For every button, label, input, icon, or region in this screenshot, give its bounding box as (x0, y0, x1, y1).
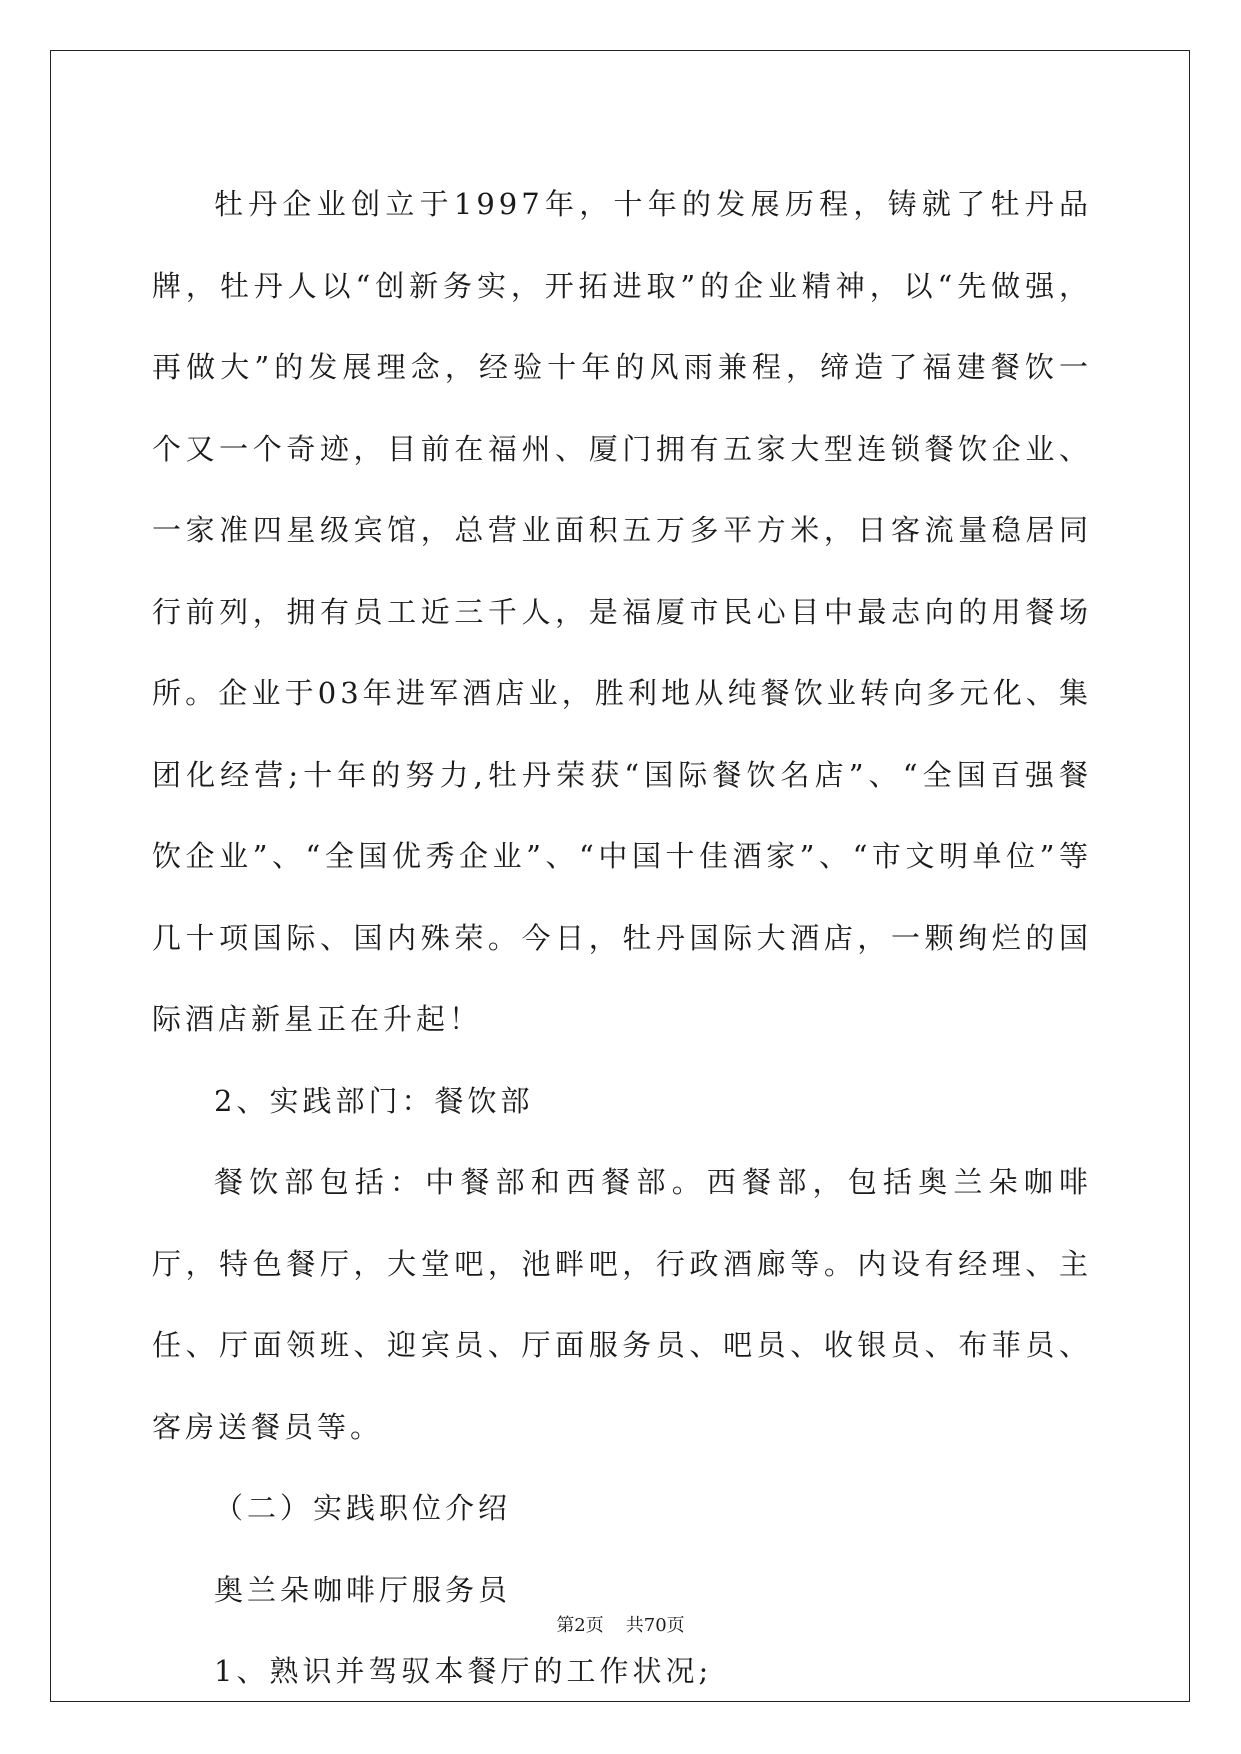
page-number: 第2页 (556, 1615, 604, 1636)
page-total: 共70页 (625, 1615, 685, 1636)
intro-paragraph: 牡丹企业创立于1997年，十年的发展历程，铸就了牡丹品牌，牡丹人以“创新务实，开拓进取”的企业精神，以“先做强，再做大”的发展理念，经验十年的风雨兼程，缔造了福建餐饮一个又一个奇迹，目前在福州、厦门拥有五家大型连锁餐饮企业、一家准四星级宾馆，总营业面积五万多平方米，日客流量稳居同行前列，拥有员工近三千人，是福厦市民心目中最志向的用餐场所。企业于03年进军酒店业，胜利地从纯餐饮业转向多元化、集团化经营;十年的努力,牡丹荣获“国际餐饮名店”、“全国百强餐饮企业”、“全国优秀企业”、“中国十佳酒家”、“市文明单位”等几十项国际、国内殊荣。今日，牡丹国际大酒店，一颗绚烂的国际酒店新星正在升起！ (152, 187, 1092, 1036)
section-heading-department: 2、实践部门：餐饮部 (214, 1083, 534, 1118)
page-footer (0, 1611, 1241, 1637)
section-heading-position: （二）实践职位介绍 (214, 1491, 512, 1525)
document-body (152, 164, 1092, 1713)
department-paragraph: 餐饮部包括：中餐部和西餐部。西餐部，包括奥兰朵咖啡厅，特色餐厅，大堂吧，池畔吧，行政酒廊等。内设有经理、主任、厅面领班、迎宾员、厅面服务员、吧员、收银员、布菲员、客房送餐员等。 (152, 1165, 1092, 1444)
position-title: 奥兰朵咖啡厅服务员 (214, 1572, 512, 1607)
duty-item-1: 1、熟识并驾驭本餐厅的工作状况; (214, 1654, 713, 1688)
